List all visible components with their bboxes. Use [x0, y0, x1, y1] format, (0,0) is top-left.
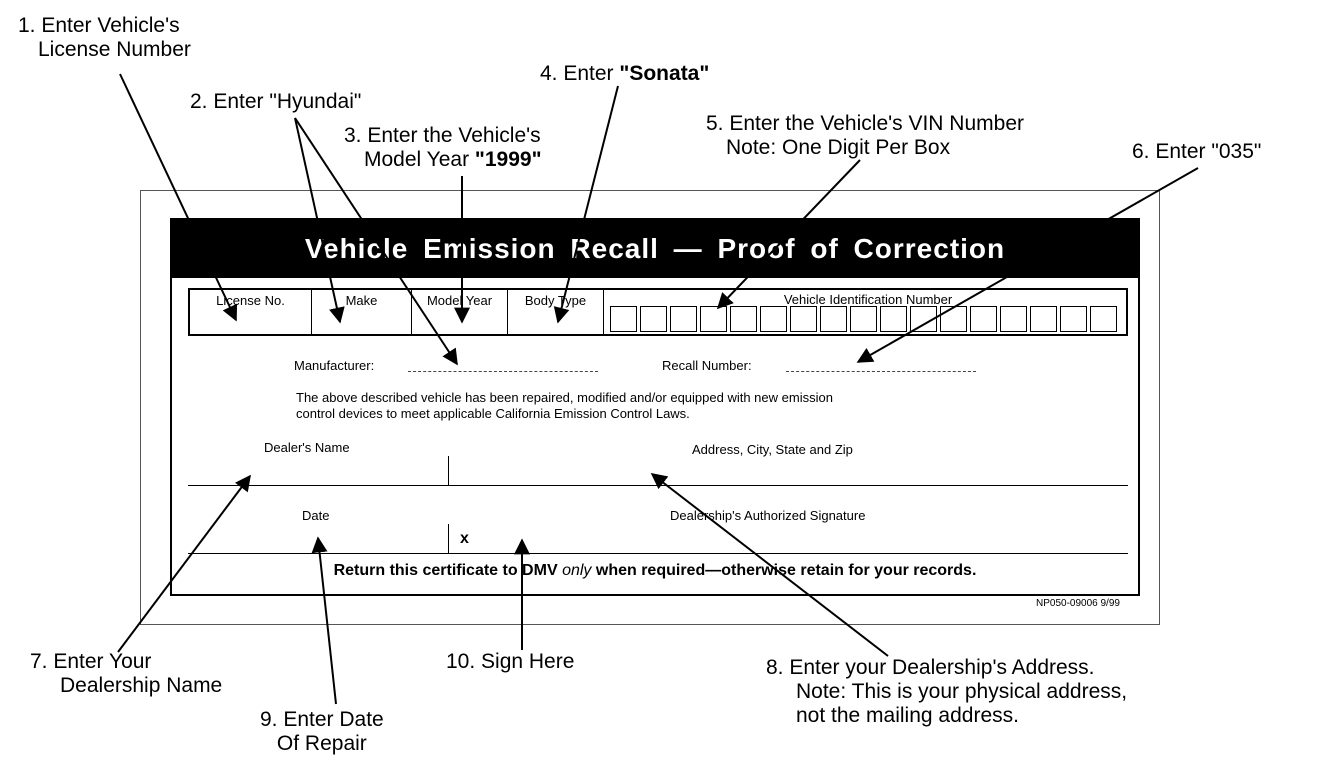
manufacturer-label: Manufacturer: — [294, 358, 375, 373]
annotation-9-line1: 9. Enter Date — [260, 708, 384, 731]
annotation-9-line2: Of Repair — [276, 732, 367, 755]
make-label: Make — [345, 293, 378, 308]
arrow-4 — [558, 86, 618, 322]
annotation-1-line1: 1. Enter Vehicle's — [18, 14, 180, 37]
annotation-7-line2: Dealership Name — [60, 674, 223, 697]
arrow-9 — [318, 538, 336, 704]
annotation-3-bold: "1999" — [474, 148, 542, 171]
arrow-6 — [858, 168, 1198, 362]
arrow-2b — [295, 118, 457, 364]
annotation-7-line1: 7. Enter Your — [30, 650, 152, 673]
annotation-5-line1: 5. Enter the Vehicle's VIN Number — [706, 112, 1024, 135]
date-label: Date — [302, 508, 330, 523]
annotation-5-line2: Note: One Digit Per Box — [726, 136, 951, 159]
dealer-name-label: Dealer's Name — [264, 440, 350, 455]
signature-label: Dealership's Authorized Signature — [670, 508, 866, 523]
arrow-8 — [652, 474, 888, 656]
arrow-7 — [118, 476, 250, 652]
annotation-6: 6. Enter "035" — [1132, 140, 1262, 163]
annotation-2: 2. Enter "Hyundai" — [190, 90, 362, 113]
arrow-2a — [295, 118, 340, 322]
model-year-label: Model Year — [426, 293, 493, 308]
annotation-3-line1: 3. Enter the Vehicle's — [344, 124, 541, 147]
arrow-5 — [718, 160, 860, 308]
annotation-1-line2: License Number — [38, 38, 191, 61]
statement-line2: control devices to meet applicable California Emission Control Laws. — [296, 406, 690, 421]
signature-mark: x — [460, 530, 469, 547]
form-title: Vehicle Emission Recall — Proof of Correction — [172, 220, 1138, 278]
return-italic: only — [562, 562, 592, 579]
recall-number-label: Recall Number: — [662, 358, 752, 373]
return-prefix: Return this certificate to DMV — [333, 562, 563, 579]
annotation-10: 10. Sign Here — [446, 650, 575, 673]
annotation-4-prefix: 4. Enter — [540, 62, 620, 85]
annotation-8-line3: not the mailing address. — [796, 704, 1019, 727]
annotation-3-prefix: Model Year — [364, 148, 475, 171]
annotation-4-bold: "Sonata" — [619, 62, 710, 85]
body-type-label: Body Type — [524, 293, 587, 308]
arrow-1 — [120, 74, 236, 320]
address-label: Address, City, State and Zip — [692, 442, 853, 457]
statement-line1: The above described vehicle has been repaired, modified and/or equipped with new emission — [296, 390, 833, 405]
form-code: NP050-09006 9/99 — [1036, 598, 1120, 609]
license-no-label: License No. — [216, 293, 285, 308]
vin-label: Vehicle Identification Number — [783, 292, 953, 307]
annotation-8-line1: 8. Enter your Dealership's Address. — [766, 656, 1095, 679]
annotation-8-line2: Note: This is your physical address, — [796, 680, 1128, 703]
return-suffix: when required—otherwise retain for your records. — [591, 562, 977, 579]
